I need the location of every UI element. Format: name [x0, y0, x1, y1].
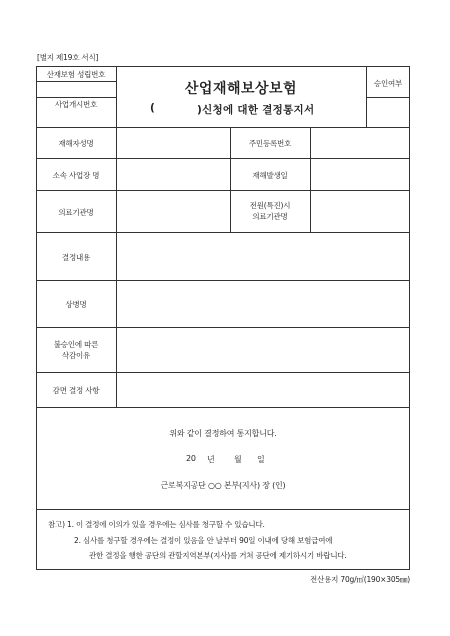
victim-name-label: 재해자성명: [58, 139, 94, 148]
date-month-unit: 월: [234, 455, 242, 464]
footnote-line2: 2. 심사를 청구할 경우에는 결정이 있음을 안 날부터 90일 이내에 당해 보험급여에: [74, 536, 333, 545]
date-year-unit: 년: [207, 455, 215, 464]
form-number: [별지 제19호 서식]: [37, 53, 99, 62]
date-year: 20: [186, 454, 196, 463]
date-day-unit: 일: [257, 455, 265, 464]
decision-content-label: 결정내용: [61, 253, 91, 262]
reg-no-label: 산재보험 성립번호: [46, 70, 106, 79]
form-subtitle: )신청에 대한 결정통지서: [197, 104, 315, 116]
footnote-line1: 참고) 1. 이 결정에 이의가 있을 경우에는 심사를 청구할 수 있습니다.: [48, 520, 265, 529]
reduction-label: 감면 결정 사항: [52, 386, 100, 395]
transfer-label-line2: 의료기관명: [252, 212, 288, 221]
issuer-signature: 근로복지공단 ○○ 본부(지사) 장 (인): [160, 481, 286, 490]
transfer-label-line1: 전원(특진)시: [249, 201, 291, 210]
resident-no-label: 주민등록번호: [248, 139, 292, 148]
medical-institution-label: 의료기관명: [58, 208, 94, 217]
paper-spec: 전산용지 70g/㎡(190×305㎜): [310, 575, 410, 584]
subtitle-paren: (: [150, 102, 156, 114]
workplace-name-label: 소속 사업장 명: [52, 171, 100, 180]
footnote-line3: 관한 결정을 행한 공단의 관할지역본부(지사)를 거쳐 공단에 제기하시기 바랍니다.: [89, 551, 347, 560]
notice-statement: 위와 같이 결정하여 통지합니다.: [169, 429, 277, 438]
approval-label: 승인여부: [373, 79, 403, 88]
disease-name-label: 상병명: [65, 300, 87, 309]
business-no-label: 사업개시번호: [54, 100, 98, 109]
form-title: 산업재해보상보험: [184, 81, 298, 97]
rejection-reason-line1: 불승인에 따른: [53, 340, 99, 349]
accident-date-label: 재해발생일: [252, 171, 288, 180]
rejection-reason-line2: 삭감이유: [61, 351, 91, 360]
